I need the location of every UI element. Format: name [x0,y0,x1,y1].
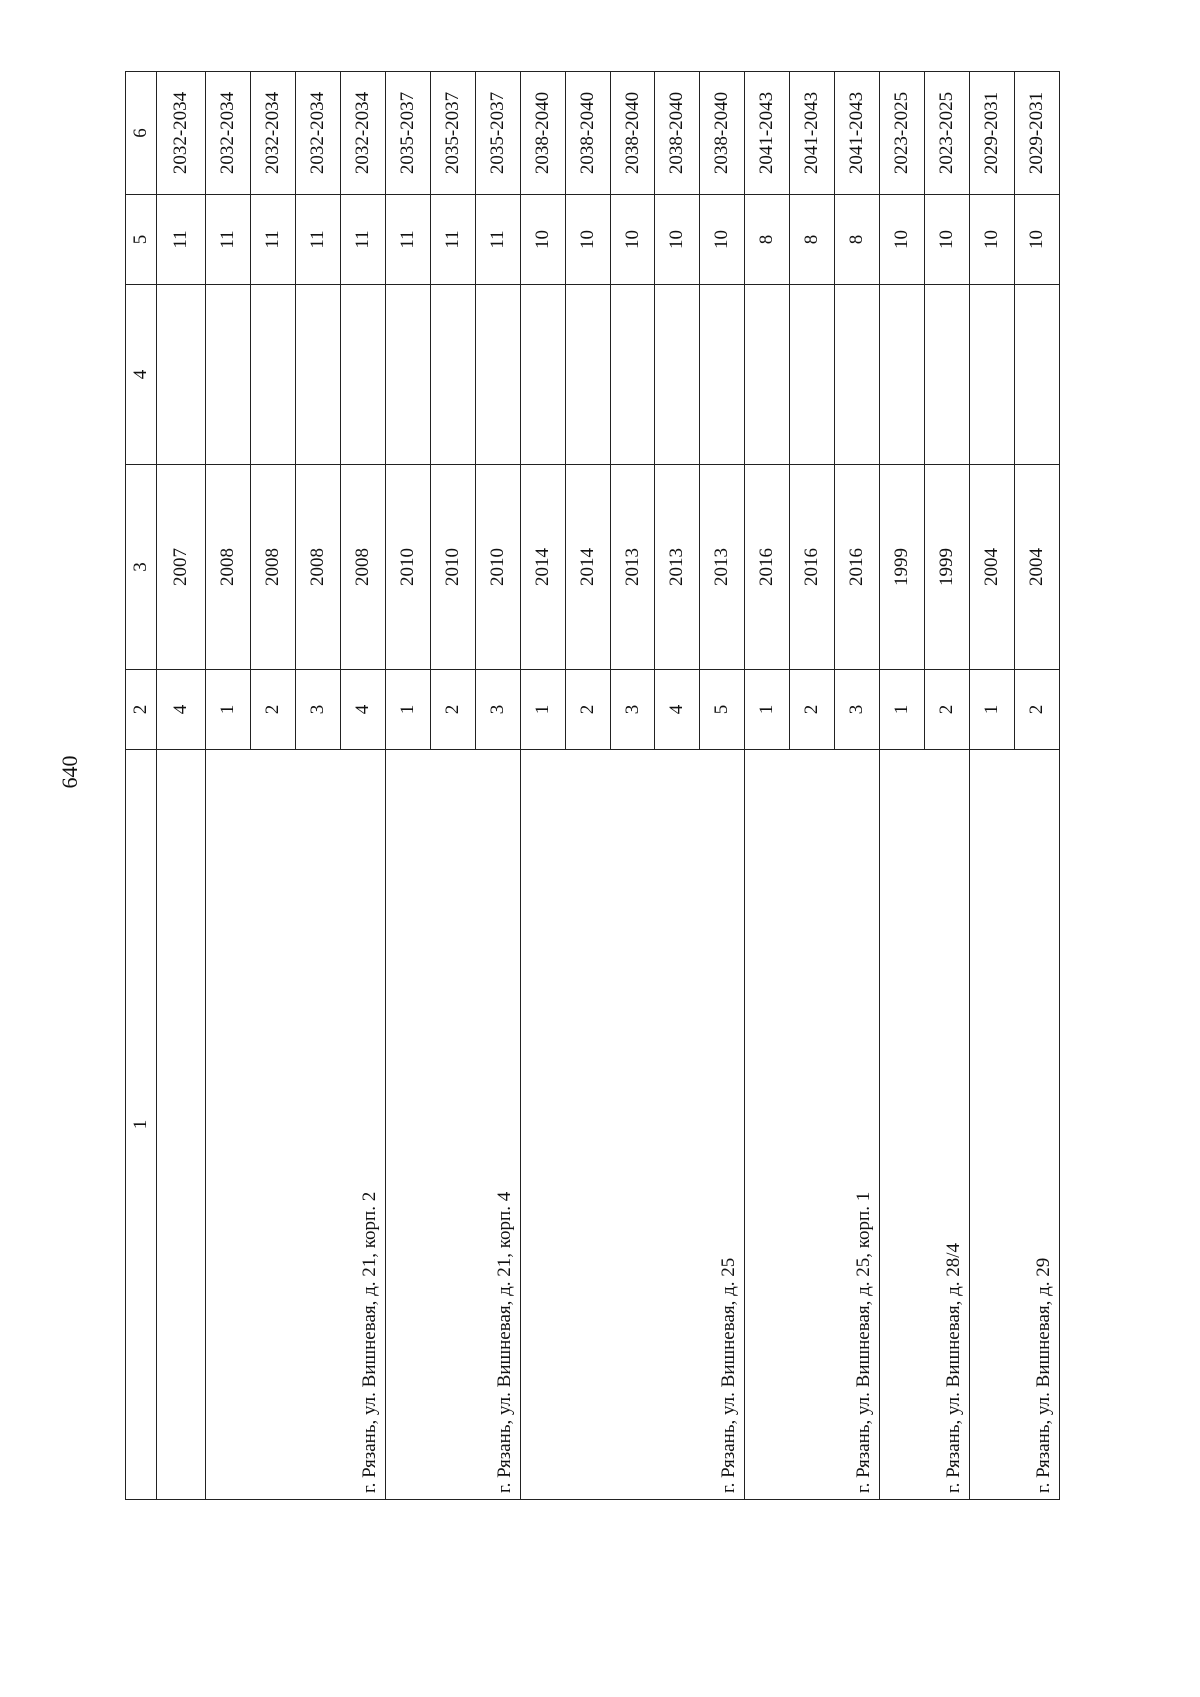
number-cell: 3 [610,670,655,750]
column-4-cell [475,285,520,465]
year-cell: 2014 [520,465,565,670]
period-cell: 2038-2040 [655,72,700,195]
table-row [206,72,251,1500]
column-5-cell: 10 [520,195,565,285]
period-cell: 2035-2037 [385,72,430,195]
year-cell: 2016 [790,465,835,670]
year-cell: 2008 [295,465,340,670]
column-4-cell [340,285,385,465]
column-5-cell: 11 [340,195,385,285]
page-number: 640 [57,755,82,789]
column-5-cell: 11 [295,195,340,285]
period-cell: 2041-2043 [745,72,790,195]
period-cell: 2032-2034 [157,72,206,195]
column-header: 4 [126,285,157,465]
column-header: 6 [126,72,157,195]
number-cell: 1 [206,670,251,750]
number-cell: 4 [157,670,206,750]
number-cell: 2 [925,670,970,750]
number-cell: 1 [385,670,430,750]
year-cell: 2016 [835,465,880,670]
year-cell: 1999 [880,465,925,670]
number-cell: 3 [835,670,880,750]
number-cell: 2 [251,670,296,750]
period-cell: 2032-2034 [206,72,251,195]
column-4-cell [655,285,700,465]
period-cell: 2038-2040 [700,72,745,195]
year-cell: 2004 [1014,465,1059,670]
header-row [126,72,157,1500]
column-5-cell: 11 [206,195,251,285]
column-5-cell: 8 [745,195,790,285]
column-header: 3 [126,465,157,670]
number-cell: 2 [790,670,835,750]
column-5-cell: 8 [835,195,880,285]
column-4-cell [790,285,835,465]
period-cell: 2035-2037 [430,72,475,195]
table-row [745,72,790,1500]
table-body [157,72,1060,1500]
column-4-cell [520,285,565,465]
column-5-cell: 10 [565,195,610,285]
year-cell: 2013 [655,465,700,670]
period-cell: 2038-2040 [610,72,655,195]
year-cell: 2010 [385,465,430,670]
column-5-cell: 10 [700,195,745,285]
column-5-cell: 11 [475,195,520,285]
column-5-cell: 11 [385,195,430,285]
address-cell: г. Рязань, ул. Вишневая, д. 29 [970,750,1060,1500]
address-cell [157,750,206,1500]
table-row [385,72,430,1500]
year-cell: 1999 [925,465,970,670]
column-4-cell [565,285,610,465]
number-cell: 2 [430,670,475,750]
period-cell: 2032-2034 [340,72,385,195]
address-cell: г. Рязань, ул. Вишневая, д. 21, корп. 4 [385,750,520,1500]
number-cell: 4 [655,670,700,750]
period-cell: 2035-2037 [475,72,520,195]
address-cell: г. Рязань, ул. Вишневая, д. 28/4 [880,750,970,1500]
column-5-cell: 10 [925,195,970,285]
column-5-cell: 10 [610,195,655,285]
number-cell: 1 [970,670,1015,750]
table-row [520,72,565,1500]
column-4-cell [745,285,790,465]
period-cell: 2023-2025 [880,72,925,195]
year-cell: 2010 [430,465,475,670]
column-4-cell [1014,285,1059,465]
document-table-area [125,72,1060,1500]
schedule-table [125,71,1060,1500]
column-5-cell: 8 [790,195,835,285]
column-5-cell: 11 [430,195,475,285]
year-cell: 2007 [157,465,206,670]
column-header: 2 [126,670,157,750]
number-cell: 1 [520,670,565,750]
year-cell: 2008 [206,465,251,670]
number-cell: 2 [565,670,610,750]
column-4-cell [700,285,745,465]
column-4-cell [295,285,340,465]
period-cell: 2032-2034 [295,72,340,195]
period-cell: 2041-2043 [790,72,835,195]
address-cell: г. Рязань, ул. Вишневая, д. 25 [520,750,745,1500]
year-cell: 2014 [565,465,610,670]
number-cell: 5 [700,670,745,750]
column-4-cell [157,285,206,465]
address-cell: г. Рязань, ул. Вишневая, д. 25, корп. 1 [745,750,880,1500]
period-cell: 2038-2040 [565,72,610,195]
column-4-cell [251,285,296,465]
period-cell: 2038-2040 [520,72,565,195]
column-5-cell: 10 [655,195,700,285]
column-4-cell [835,285,880,465]
year-cell: 2008 [251,465,296,670]
table-row [880,72,925,1500]
year-cell: 2008 [340,465,385,670]
period-cell: 2029-2031 [970,72,1015,195]
number-cell: 1 [745,670,790,750]
column-4-cell [385,285,430,465]
column-4-cell [610,285,655,465]
period-cell: 2041-2043 [835,72,880,195]
year-cell: 2013 [610,465,655,670]
column-4-cell [880,285,925,465]
period-cell: 2032-2034 [251,72,296,195]
column-4-cell [430,285,475,465]
column-4-cell [970,285,1015,465]
column-5-cell: 11 [157,195,206,285]
number-cell: 4 [340,670,385,750]
year-cell: 2013 [700,465,745,670]
table-row [970,72,1015,1500]
number-cell: 1 [880,670,925,750]
column-4-cell [206,285,251,465]
number-cell: 3 [475,670,520,750]
period-cell: 2023-2025 [925,72,970,195]
column-5-cell: 10 [1014,195,1059,285]
address-cell: г. Рязань, ул. Вишневая, д. 21, корп. 2 [206,750,386,1500]
column-5-cell: 10 [880,195,925,285]
number-cell: 2 [1014,670,1059,750]
table-row [157,72,206,1500]
column-5-cell: 11 [251,195,296,285]
year-cell: 2010 [475,465,520,670]
year-cell: 2016 [745,465,790,670]
column-4-cell [925,285,970,465]
column-5-cell: 10 [970,195,1015,285]
column-header: 1 [126,750,157,1500]
column-header: 5 [126,195,157,285]
number-cell: 3 [295,670,340,750]
year-cell: 2004 [970,465,1015,670]
period-cell: 2029-2031 [1014,72,1059,195]
